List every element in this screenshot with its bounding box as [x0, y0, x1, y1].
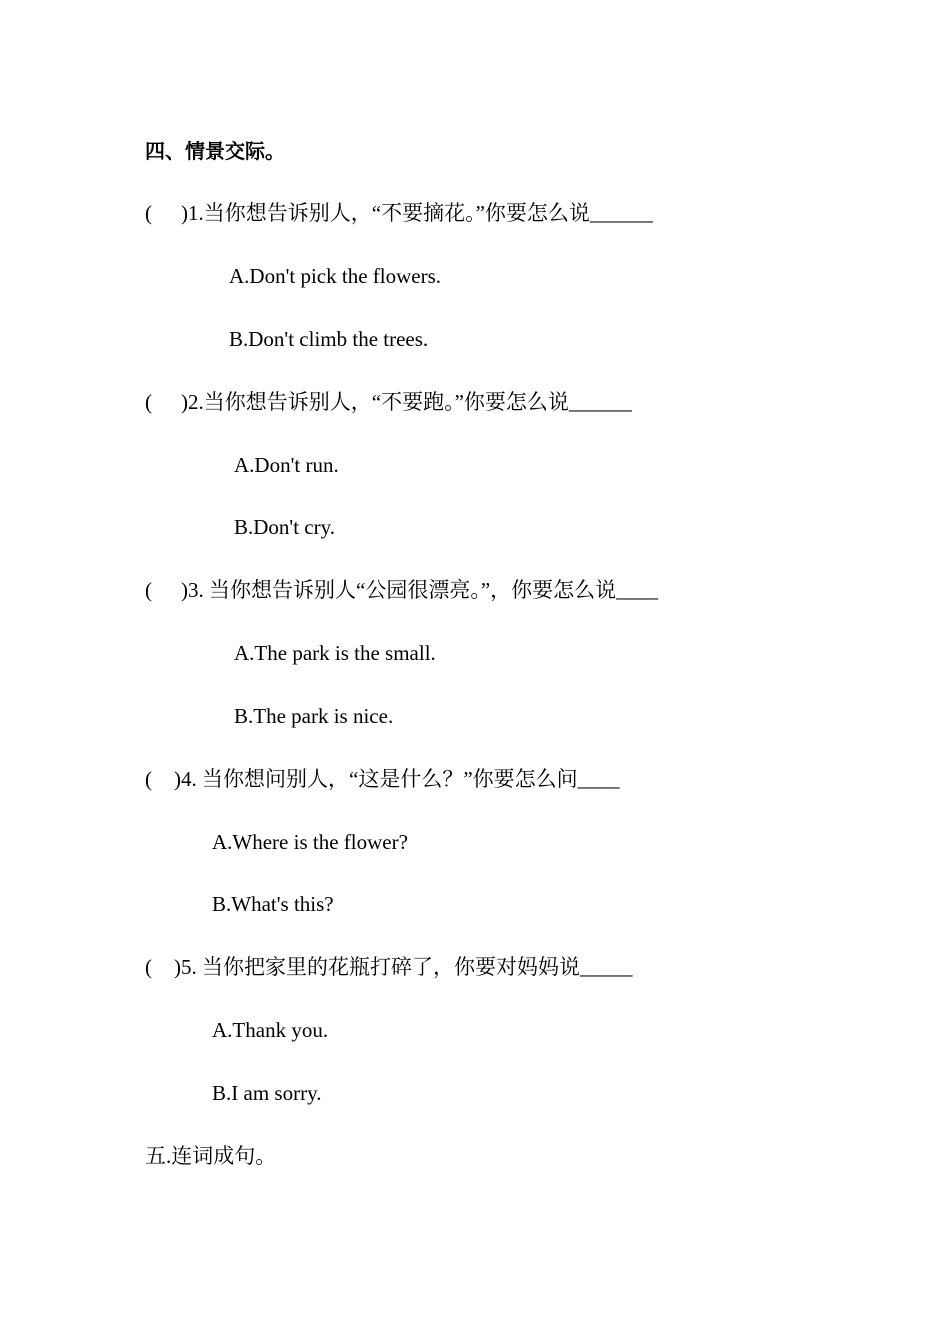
question-4	[145, 765, 620, 793]
answer-paren: (	[145, 390, 152, 414]
section-5-heading: 五.连词成句。	[145, 1144, 277, 1168]
option-b: B.Don't climb the trees.	[229, 327, 429, 351]
question-5	[145, 953, 633, 981]
answer-paren: (	[145, 955, 152, 979]
question-prompt: )4. 当你想问别人，“这是什么？”你要怎么问____	[174, 767, 620, 791]
option-a: A.The park is the small.	[234, 641, 436, 665]
question-prompt: )3. 当你想告诉别人“公园很漂亮。”，你要怎么说____	[181, 578, 659, 602]
question-1	[145, 199, 653, 227]
answer-paren: (	[145, 201, 152, 225]
option-a: A.Where is the flower?	[212, 830, 408, 854]
option-b: B.Don't cry.	[234, 515, 335, 539]
question-prompt: )5. 当你把家里的花瓶打碎了，你要对妈妈说_____	[174, 955, 633, 979]
option-a: A.Don't run.	[234, 453, 339, 477]
question-prompt: )2.当你想告诉别人，“不要跑。”你要怎么说______	[181, 390, 632, 414]
option-b: B.What's this?	[212, 892, 334, 916]
option-b: B.I am sorry.	[212, 1081, 322, 1105]
question-prompt: )1.当你想告诉别人，“不要摘花。”你要怎么说______	[181, 201, 653, 225]
answer-paren: (	[145, 578, 152, 602]
option-a: A.Don't pick the flowers.	[229, 264, 441, 288]
answer-paren: (	[145, 767, 152, 791]
option-a: A.Thank you.	[212, 1018, 329, 1042]
question-2	[145, 388, 632, 416]
option-b: B.The park is nice.	[234, 704, 394, 728]
question-3	[145, 576, 658, 604]
section-4-heading: 四、情景交际。	[145, 141, 285, 163]
